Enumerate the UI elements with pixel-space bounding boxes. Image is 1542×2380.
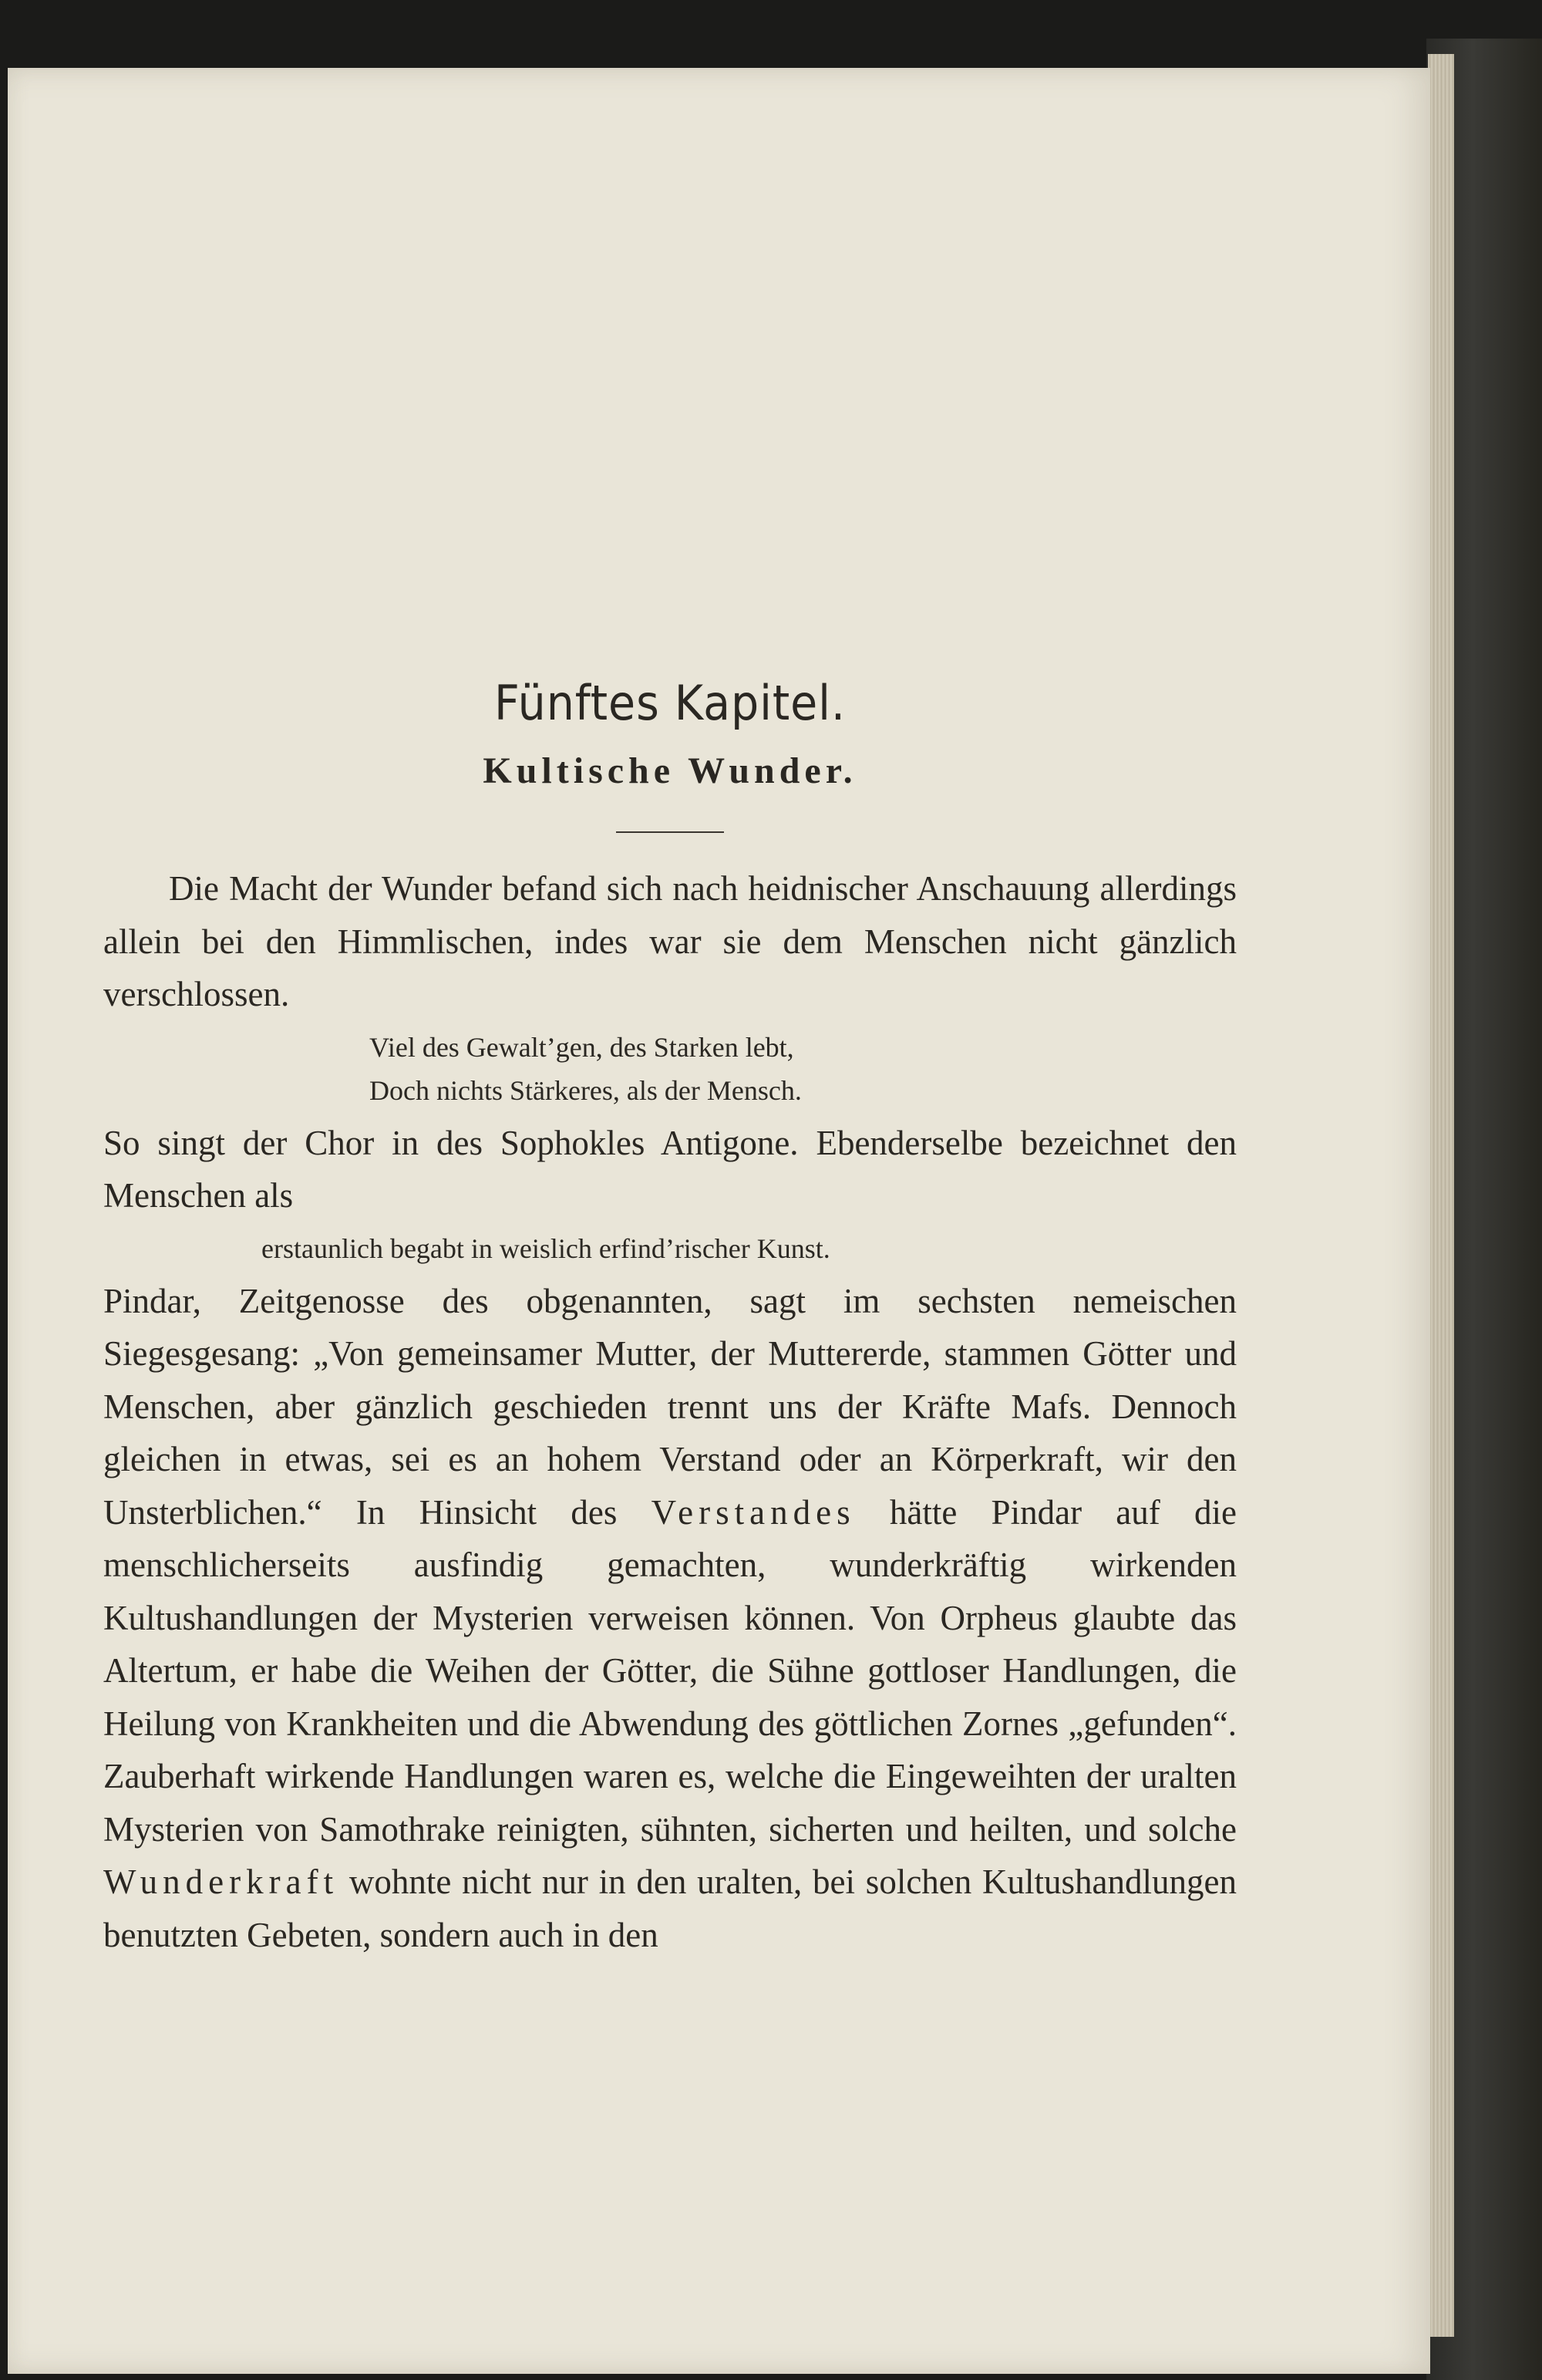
emphasis-verstandes: Verstandes	[651, 1492, 856, 1532]
paragraph-3-part-a: Pindar, Zeitgenosse des obgenannten, sagt im sechsten nemeischen Siegesgesang: „Von gemeinsamer Mutter, der Muttererde, stammen Götter und Menschen, aber gänzlich geschieden trennt uns der Kräfte Mafs. Dennoch gleichen in etwas, sei es an hohem Verstand oder an Körperkraft, wir den Unsterblichen.“ In Hinsicht des	[103, 1281, 1237, 1532]
emphasis-wunderkraft: Wunderkraft	[103, 1863, 339, 1901]
chapter-title: Fünftes Kapitel.	[494, 675, 846, 731]
paragraph-3	[103, 1275, 1237, 1962]
paragraph-3-part-c: wohnte nicht nur in den uralten, bei solchen Kultushandlungen benutzten Gebeten, sondern auch in den	[103, 1863, 1237, 1954]
title-divider	[616, 831, 724, 833]
verse-line: erstaunlich begabt in weislich erfind’rischer Kunst.	[261, 1232, 830, 1264]
paragraph-2: So singt der Chor in des Sophokles Antigone. Ebenderselbe bezeichnet den Menschen als	[103, 1123, 1237, 1215]
verse-quote-2	[103, 1227, 1237, 1270]
verse-quote-1	[103, 1026, 1237, 1112]
verse-line: Viel des Gewalt’gen, des Starken lebt,	[369, 1031, 794, 1063]
paragraph-3-part-b: hätte Pindar auf die menschlicherseits ausfindig gemachten, wunderkräftig wirkenden Kultushandlungen der Mysterien verweisen können. Von Orpheus glaubte das Altertum, er habe die Weihen der Götter, die Sühne gottloser Handlungen, die Heilung von Krankheiten und die Abwendung des göttlichen Zornes „gefunden“. Zauberhaft wirkende Handlungen waren es, welche die Eingeweihten der uralten Mysterien von Samothrake reinigten, sühnten, sicherten und heilten, und solche	[103, 1492, 1237, 1849]
page-edges	[1428, 54, 1454, 2337]
verse-line: Doch nichts Stärkeres, als der Mensch.	[369, 1074, 802, 1106]
paragraph-1: Die Macht der Wunder befand sich nach heidnischer Anschauung allerdings allein bei den Himmlischen, indes war sie dem Menschen nicht gänzlich verschlossen.	[103, 869, 1237, 1013]
page-text	[103, 671, 1237, 1961]
chapter-subtitle: Kultische Wunder.	[483, 750, 857, 791]
